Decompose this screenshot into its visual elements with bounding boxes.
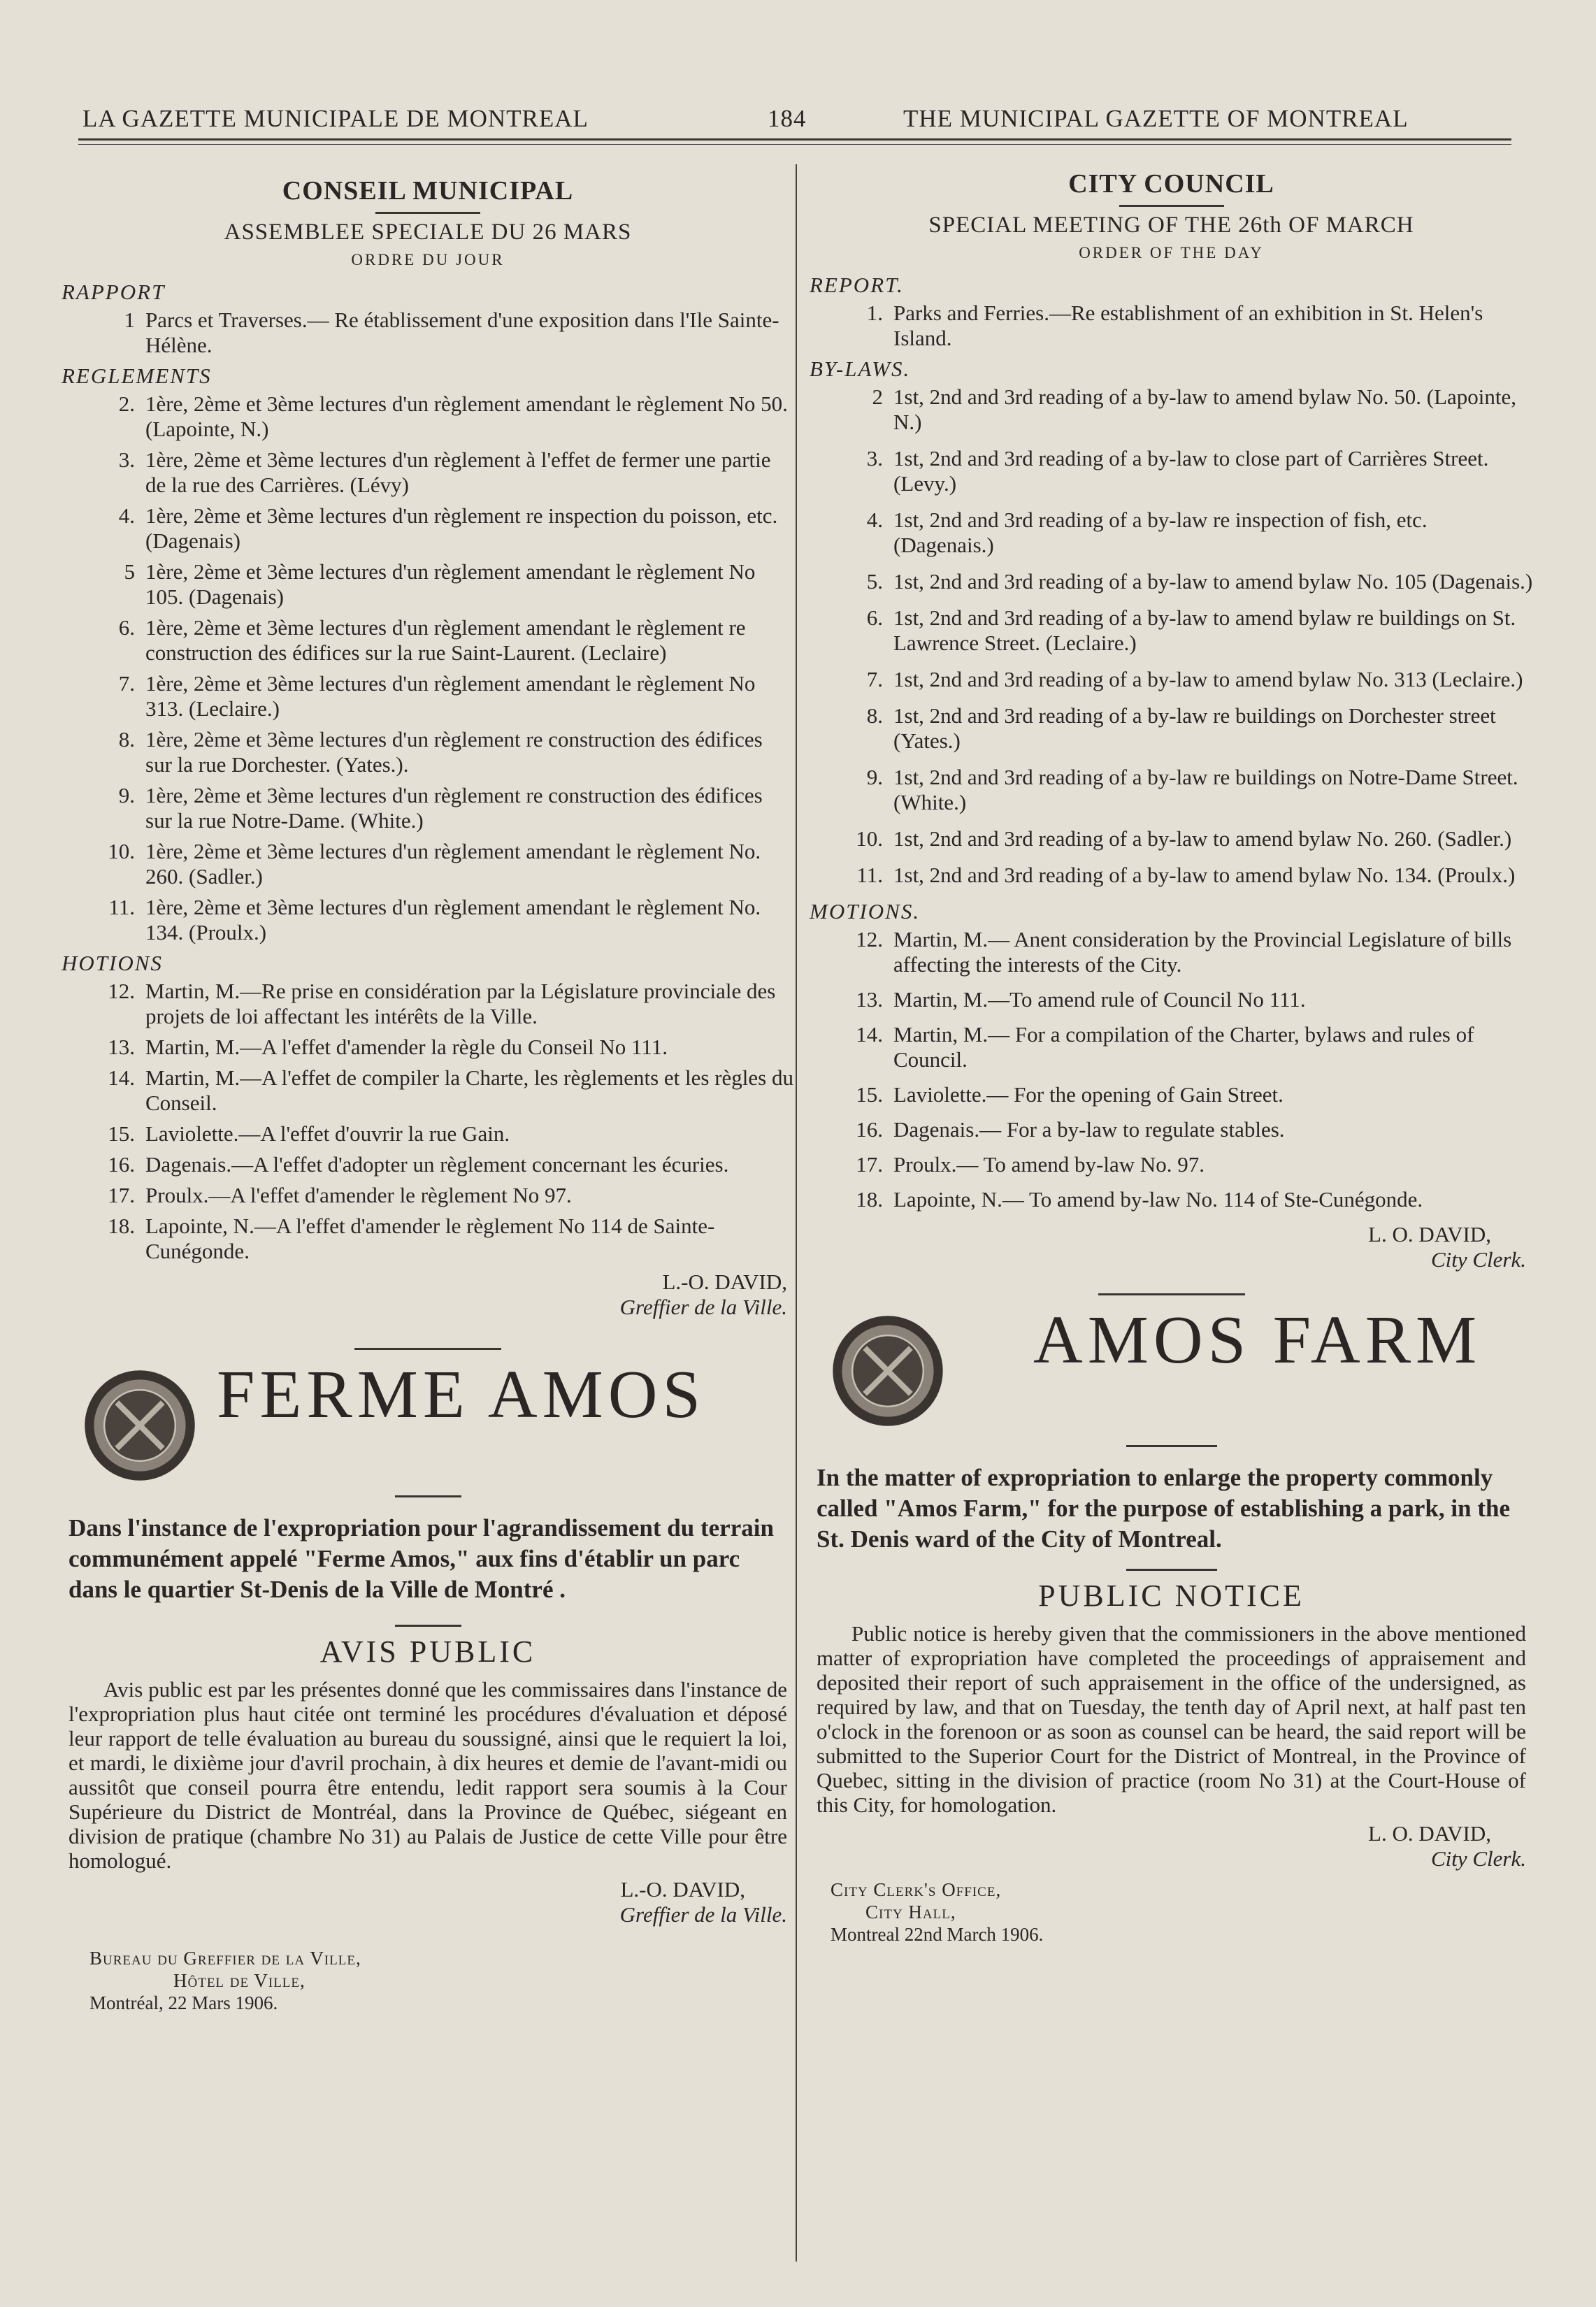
item-text: Martin, M.— For a compilation of the Charter, bylaws and rules of Council.	[893, 1022, 1474, 1072]
item-text: 1ère, 2ème et 3ème lectures d'un règlement amendant le règlement No 105. (Dagenais)	[145, 559, 756, 609]
city-seal-icon	[82, 1368, 197, 1483]
item-number: 4.	[118, 503, 135, 528]
item-text: 1ère, 2ème et 3ème lectures d'un règlement re inspection du poisson, etc. (Dagenais)	[145, 503, 778, 553]
title-rule	[1126, 1569, 1217, 1571]
office-date: Montréal, 22 Mars 1906.	[89, 1992, 278, 2013]
signature-role: City Clerk.	[1430, 1247, 1526, 1272]
french-motions-heading: HOTIONS	[62, 951, 163, 975]
section-separator	[1098, 1293, 1245, 1295]
item-number: 13.	[108, 1035, 135, 1059]
agenda-item	[62, 503, 794, 554]
item-number: 14.	[856, 1022, 883, 1047]
item-number: 5.	[866, 569, 883, 594]
agenda-item	[62, 727, 794, 777]
french-lead-paragraph: Dans l'instance de l'expropriation pour l'agrandissement du terrain communément appelé "Ferme Amos," aux fins d'établir un parc dans le quartier St-Denis de la Ville de Montré .	[69, 1514, 774, 1603]
agenda-item	[62, 1035, 794, 1060]
item-text: Dagenais.— For a by-law to regulate stables.	[893, 1117, 1285, 1142]
header-left-title: LA GAZETTE MUNICIPALE DE MONTREAL	[82, 105, 589, 132]
item-text: Laviolette.—A l'effet d'ouvrir la rue Gain.	[145, 1121, 510, 1146]
french-signature	[62, 1270, 794, 1320]
title-rule	[395, 1625, 461, 1627]
agenda-item	[62, 671, 794, 721]
item-number: 1.	[866, 301, 883, 325]
french-notice-title: AVIS PUBLIC	[319, 1634, 536, 1669]
item-text: 1st, 2nd and 3rd reading of a by-law to amend bylaw No. 105 (Dagenais.)	[893, 569, 1533, 594]
agenda-item	[62, 1183, 794, 1208]
item-number: 9.	[118, 783, 135, 807]
item-text: Parks and Ferries.—Re establishment of an exhibition in St. Helen's Island.	[893, 301, 1483, 350]
item-number: 2	[872, 384, 883, 409]
french-bylaws-heading: REGLEMENTS	[62, 364, 212, 388]
item-text: Martin, M.—To amend rule of Council No 111.	[893, 987, 1306, 1012]
item-number: 17.	[856, 1152, 883, 1177]
item-text: 1ère, 2ème et 3ème lectures d'un règlement amendant le règlement No 313. (Leclaire.)	[145, 671, 756, 721]
item-number: 10.	[856, 826, 883, 851]
item-number: 7.	[118, 671, 135, 696]
agenda-item	[62, 559, 794, 610]
item-text: 1st, 2nd and 3rd reading of a by-law to amend bylaw No. 313 (Leclaire.)	[893, 667, 1523, 691]
page-number: 184	[768, 105, 807, 132]
section-separator	[354, 1348, 501, 1350]
agenda-item	[810, 863, 1533, 888]
agenda-item	[810, 1117, 1533, 1142]
french-meeting-title: ASSEMBLEE SPECIALE DU 26 MARS	[224, 220, 632, 245]
item-text: Laviolette.— For the opening of Gain Street.	[893, 1082, 1284, 1107]
french-notice-signature	[62, 1877, 794, 1927]
signature-role: City Clerk.	[1430, 1846, 1526, 1871]
header-rule	[78, 138, 1511, 141]
english-motions-heading: MOTIONS.	[810, 899, 921, 923]
item-number: 15.	[856, 1082, 883, 1107]
agenda-item	[62, 839, 794, 889]
agenda-item	[810, 384, 1533, 435]
item-text: 1st, 2nd and 3rd reading of a by-law to amend bylaw No. 50. (Lapointe, N.)	[893, 384, 1517, 434]
english-farm-title: AMOS FARM	[1033, 1302, 1482, 1378]
item-number: 17.	[108, 1183, 135, 1207]
agenda-item	[62, 1065, 794, 1116]
city-seal-icon	[831, 1314, 945, 1428]
item-number: 12.	[108, 979, 135, 1003]
item-number: 8.	[118, 727, 135, 752]
agenda-item	[62, 1121, 794, 1147]
agenda-item	[810, 1082, 1533, 1107]
item-text: Lapointe, N.—A l'effet d'amender le règlement No 114 de Sainte-Cunégonde.	[145, 1214, 715, 1263]
item-text: Martin, M.—A l'effet d'amender la règle du Conseil No 111.	[145, 1035, 668, 1059]
english-notice-title: PUBLIC NOTICE	[1038, 1579, 1304, 1613]
item-text: 1ère, 2ème et 3ème lectures d'un règlement amendant le règlement No. 260. (Sadler.)	[145, 839, 761, 889]
french-office-address	[62, 1947, 794, 2014]
french-farm-title: FERME AMOS	[217, 1357, 706, 1432]
item-text: 1ère, 2ème et 3ème lectures d'un règlement re construction des édifices sur la rue Dorchester. (Yates.).	[145, 727, 763, 777]
item-text: 1ère, 2ème et 3ème lectures d'un règlement amendant le règlement re construction des édifices sur la rue Saint-Laurent. (Leclaire)	[145, 615, 746, 665]
english-notice-text: Public notice is hereby given that the commissioners in the above mentioned matter of expropriation have completed the proceedings of appraisement and deposited their report of such appraisement in the office of the undersigned, as required by law, and that on Tuesday, the tenth day of April next, at half past ten o'clock in the forenoon or as soon as counsel can be heard, the said report will be submitted to the Superior Court for the District of Montreal, in the Province of Quebec, sitting in the division of practice (room No 31) at the Court-House of this City, for homologation.	[817, 1621, 1526, 1817]
agenda-item	[810, 1187, 1533, 1212]
english-column	[810, 171, 1533, 1946]
english-council-title: CITY COUNCIL	[1068, 169, 1274, 199]
signature-role: Greffier de la Ville.	[619, 1902, 787, 1927]
item-number: 16.	[856, 1117, 883, 1142]
agenda-item	[62, 391, 794, 442]
item-text: 1ère, 2ème et 3ème lectures d'un règlement amendant le règlement No 50. (Lapointe, N.)	[145, 391, 788, 441]
english-meeting-title: SPECIAL MEETING OF THE 26th OF MARCH	[928, 213, 1414, 238]
item-text: Dagenais.—A l'effet d'adopter un règlement concernant les écuries.	[145, 1152, 729, 1177]
agenda-item	[62, 783, 794, 833]
item-text: Proulx.—A l'effet d'amender le règlement No 97.	[145, 1183, 572, 1207]
english-signature	[810, 1222, 1533, 1272]
header-right-title: THE MUNICIPAL GAZETTE OF MONTREAL	[903, 105, 1409, 132]
agenda-item	[810, 703, 1533, 754]
agenda-item	[810, 765, 1533, 815]
french-farm-banner	[62, 1357, 794, 1487]
agenda-item	[810, 446, 1533, 496]
item-number: 8.	[866, 703, 883, 728]
item-text: 1st, 2nd and 3rd reading of a by-law to amend bylaw No. 134. (Proulx.)	[893, 863, 1516, 887]
agenda-item	[810, 667, 1533, 692]
agenda-item	[810, 301, 1533, 351]
english-order-of-day: ORDER OF THE DAY	[1079, 244, 1264, 261]
item-text: 1st, 2nd and 3rd reading of a by-law to close part of Carrières Street. (Levy.)	[893, 446, 1489, 496]
title-rule	[375, 212, 480, 214]
office-line: City Clerk's Office,	[831, 1879, 1002, 1900]
english-lead-paragraph: In the matter of expropriation to enlarge the property commonly called "Amos Farm," for the purpose of establishing a park, in the St. Denis ward of the City of Montreal.	[817, 1464, 1510, 1553]
agenda-item	[810, 605, 1533, 656]
title-rule	[1126, 1445, 1217, 1447]
item-number: 18.	[108, 1214, 135, 1238]
item-text: 1ère, 2ème et 3ème lectures d'un règlement re construction des édifices sur la rue Notre-Dame. (White.)	[145, 783, 763, 833]
item-text: 1st, 2nd and 3rd reading of a by-law re buildings on Dorchester street (Yates.)	[893, 703, 1496, 753]
item-number: 3.	[866, 446, 883, 470]
item-number: 1	[124, 308, 135, 332]
item-text: Martin, M.— Anent consideration by the Provincial Legislature of bills affecting the interests of the City.	[893, 927, 1512, 977]
column-divider	[796, 164, 797, 2262]
french-council-title: CONSEIL MUNICIPAL	[282, 176, 574, 206]
signature-name: L.-O. DAVID,	[662, 1270, 787, 1294]
item-text: 1st, 2nd and 3rd reading of a by-law re buildings on Notre-Dame Street. (White.)	[893, 765, 1518, 814]
item-number: 5	[124, 559, 135, 584]
agenda-item	[810, 569, 1533, 594]
agenda-item	[62, 1214, 794, 1264]
item-number: 12.	[856, 927, 883, 951]
agenda-item	[62, 1152, 794, 1177]
item-number: 2.	[118, 391, 135, 416]
item-number: 3.	[118, 447, 135, 472]
title-rule	[1119, 205, 1224, 207]
item-number: 18.	[856, 1187, 883, 1212]
item-text: Martin, M.—A l'effet de compiler la Charte, les règlements et les règles du Conseil.	[145, 1065, 793, 1115]
item-number: 4.	[866, 508, 883, 532]
signature-role: Greffier de la Ville.	[619, 1295, 787, 1319]
title-rule	[395, 1495, 461, 1497]
item-text: Proulx.— To amend by-law No. 97.	[893, 1152, 1205, 1177]
item-text: 1ère, 2ème et 3ème lectures d'un règlement amendant le règlement No. 134. (Proulx.)	[145, 895, 761, 944]
office-line: Bureau du Greffier de la Ville,	[89, 1948, 361, 1969]
agenda-item	[62, 308, 794, 358]
item-text: Parcs et Traverses.— Re établissement d'une exposition dans l'Ile Sainte-Hélène.	[145, 308, 779, 357]
item-number: 7.	[866, 667, 883, 691]
item-text: 1st, 2nd and 3rd reading of a by-law re inspection of fish, etc. (Dagenais.)	[893, 508, 1428, 557]
item-number: 6.	[118, 615, 135, 640]
french-column	[62, 178, 794, 2014]
agenda-item	[810, 927, 1533, 977]
item-number: 11.	[856, 863, 883, 887]
english-report-heading: REPORT.	[810, 273, 904, 297]
agenda-item	[62, 447, 794, 498]
item-number: 14.	[108, 1065, 135, 1090]
item-text: 1ère, 2ème et 3ème lectures d'un règlement à l'effet de fermer une partie de la rue des Carrières. (Lévy)	[145, 447, 771, 497]
english-farm-banner	[810, 1302, 1533, 1432]
agenda-item	[62, 615, 794, 666]
item-text: 1st, 2nd and 3rd reading of a by-law to amend bylaw No. 260. (Sadler.)	[893, 826, 1512, 851]
item-text: 1st, 2nd and 3rd reading of a by-law to amend bylaw re buildings on St. Lawrence Street. (Leclaire.)	[893, 605, 1516, 655]
agenda-item	[810, 508, 1533, 558]
item-number: 6.	[866, 605, 883, 630]
item-number: 10.	[108, 839, 135, 863]
english-office-address	[810, 1878, 1533, 1946]
item-text: Lapointe, N.— To amend by-law No. 114 of Ste-Cunégonde.	[893, 1187, 1423, 1212]
office-line: City Hall,	[865, 1902, 956, 1922]
french-notice-text: Avis public est par les présentes donné que les commissaires dans l'instance de l'expropriation plus haut citée ont terminé les procédures d'évaluation et déposé leur rapport de telle évaluation au bureau du soussigné, ainsi que le requiert la loi, et mardi, le dixième jour d'avril prochain, à dix heures et demie de l'avant-midi ou aussitôt que conseil pourra être entendu, ledit rapport sera soumis à la Cour Supérieure du District de Montréal, dans la Province de Québec, siégeant en division de pratique (chambre No 31) au Palais de Justice de cette Ville pour être homologué.	[69, 1677, 787, 1873]
agenda-item	[810, 1152, 1533, 1177]
item-number: 13.	[856, 987, 883, 1012]
agenda-item	[810, 1022, 1533, 1072]
item-number: 11.	[108, 895, 135, 919]
signature-name: L.-O. DAVID,	[620, 1877, 745, 1902]
english-bylaws-heading: BY-LAWS.	[810, 357, 911, 381]
french-report-heading: RAPPORT	[62, 280, 166, 304]
agenda-item	[62, 895, 794, 945]
french-order-of-day: ORDRE DU JOUR	[351, 251, 505, 268]
office-line: Hôtel de Ville,	[173, 1970, 305, 1991]
signature-name: L. O. DAVID,	[1368, 1821, 1491, 1846]
signature-name: L. O. DAVID,	[1368, 1222, 1491, 1246]
item-text: Martin, M.—Re prise en considération par la Législature provinciale des projets de loi affectant les intérêts de la Ville.	[145, 979, 776, 1028]
item-number: 16.	[108, 1152, 135, 1177]
agenda-item	[810, 987, 1533, 1012]
agenda-item	[810, 826, 1533, 851]
header-rule-thin	[78, 144, 1511, 145]
item-number: 15.	[108, 1121, 135, 1146]
english-notice-signature	[810, 1821, 1533, 1871]
office-date: Montreal 22nd March 1906.	[831, 1924, 1044, 1945]
agenda-item	[62, 979, 794, 1029]
item-number: 9.	[866, 765, 883, 789]
